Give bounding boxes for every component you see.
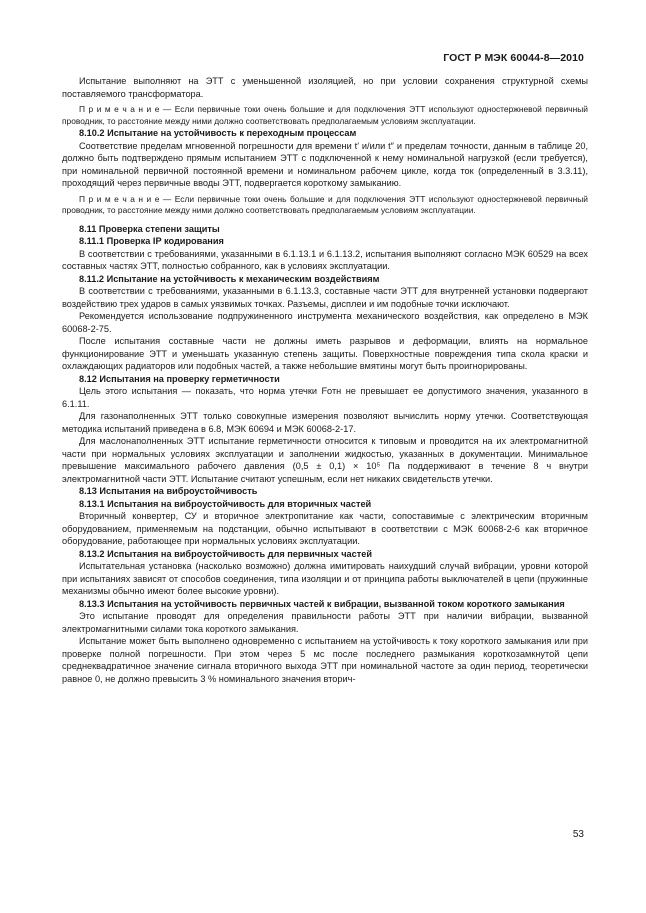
body-paragraph: Для маслонаполненных ЭТТ испытание герметичности относится к типовым и проводится на их электромагнитной части при нормальных условиях эксплуатации и заполнении жидкостью, указанных в документации. Минимальное превышение максимального рабочего давления (0,5 ± 0,1) × 10⁵ Па поддерживают в течение 8 ч внутри электромагнитной части ЭТТ. Испытание считают успешным, если нет никаких свидетельств утечки. <box>62 436 588 484</box>
page-number: 53 <box>572 829 584 840</box>
note-paragraph: П р и м е ч а н и е — Если первичные токи очень большие и для подключения ЭТТ используют одностержневой первичный проводник, то расстояние между ними должно соответствовать предполагаемым условиям эксплуатации. <box>62 193 588 215</box>
body-paragraph: Рекомендуется использование подпружиненного инструмента механического воздействия, как определено в МЭК 60068-2-75. <box>62 311 588 334</box>
body-paragraph: Для газонаполненных ЭТТ только совокупные измерения позволяют вычислить норму утечки. Соответствующая методика испытаний приведена в 6.8, МЭК 60694 и МЭК 60068-2-17. <box>62 411 588 434</box>
body-paragraph: После испытания составные части не должны иметь разрывов и деформации, влиять на нормальное функционирование ЭТТ и уменьшать указанную степень защиты. Поверхностные повреждения типа скола краски и охлаждающих радиаторов или подобных частей, а также небольшие вмятины могут быть проигнорированы. <box>62 336 588 371</box>
body-paragraph: Это испытание проводят для определения правильности работы ЭТТ при наличии вибрации, вызванной электромагнитными силами тока короткого замыкания. <box>62 611 588 634</box>
section-heading: 8.13.2 Испытания на виброустойчивость для первичных частей <box>79 548 372 559</box>
document-body <box>62 75 588 685</box>
body-paragraph: Соответствие пределам мгновенной погрешности для времени t′ и/или t″ и пределам точности, данным в таблице 20, должно быть подтверждено прямым испытанием ЭТТ с подключенной к нему номинальной нагрузкой (если требуется), при номинальной первичной постоянной времени и номинальном рабочем цикле, когда ток (определенный в 3.3.11), проходящий через первичные вводы ЭТТ, подвергается короткому замыканию. <box>62 140 588 188</box>
section-heading: 8.10.2 Испытание на устойчивость к переходным процессам <box>79 128 357 138</box>
section-heading: 8.13.3 Испытания на устойчивость первичных частей к вибрации, вызванной током короткого замыкания <box>79 598 565 609</box>
body-paragraph: Испытание выполняют на ЭТТ с уменьшенной изоляцией, но при условии сохранения структурной схемы поставляемого трансформатора. <box>62 76 588 99</box>
body-paragraph: Испытание может быть выполнено одновременно с испытанием на устойчивость к току короткого замыкания или при проверке полной погрешности. При этом через 5 мс после последнего размыкания короткозамкнутой цепи среднеквадратичное значение сигнала вторичного выхода ЭТТ при номинальной частоте за один период, теоретически равное 0, не должно превысить 3 % номинального значения вторич- <box>62 636 588 684</box>
body-paragraph: В соответствии с требованиями, указанными в 6.1.13.1 и 6.1.13.2, испытания выполняют согласно МЭК 60529 на всех составных частях ЭТТ, полностью собранного, как в условиях эксплуатации. <box>62 248 588 271</box>
section-heading: 8.11 Проверка степени защиты <box>79 223 220 234</box>
section-heading: 8.12 Испытания на проверку герметичности <box>79 373 280 384</box>
body-paragraph: В соответствии с требованиями, указанными в 6.1.13.3, составные части ЭТТ для внутренней установки подвергают воздействию трех ударов в самых уязвимых точках. Разъемы, дисплеи и им подобные точки исключают. <box>62 286 588 309</box>
section-heading: 8.11.2 Испытание на устойчивость к механическим воздействиям <box>79 273 380 284</box>
section-heading: 8.13.1 Испытания на виброустойчивость для вторичных частей <box>79 498 372 509</box>
section-heading: 8.13 Испытания на виброустойчивость <box>79 486 258 496</box>
note-paragraph: П р и м е ч а н и е — Если первичные токи очень большие и для подключения ЭТТ используют одностержневой первичный проводник, то расстояние между ними должно соответствовать предполагаемым условиям эксплуатации. <box>62 104 588 126</box>
body-paragraph: Испытательная установка (насколько возможно) должна имитировать наихудший случай вибрации, уровни которой при испытаниях зависят от способов соединения, типа изоляции и от принципа работы выключателей в цепи (пружинные механизмы обычно имеют более высокие уровни). <box>62 561 588 596</box>
document-header: ГОСТ Р МЭК 60044-8—2010 <box>443 52 584 64</box>
body-paragraph: Вторичный конвертер, СУ и вторичное электропитание как части, сопоставимые с электрическим вторичным оборудованием, применяемым на подстанции, обычно испытывают в соответствии с МЭК 60068-2-6 как вторичное оборудование, работающее при нормальных условиях эксплуатации. <box>62 511 588 546</box>
section-heading: 8.11.1 Проверка IP кодирования <box>79 236 224 246</box>
body-paragraph: Цель этого испытания — показать, что норма утечки Fотн не превышает ее допустимого значения, указанного в 6.1.11. <box>62 386 588 409</box>
